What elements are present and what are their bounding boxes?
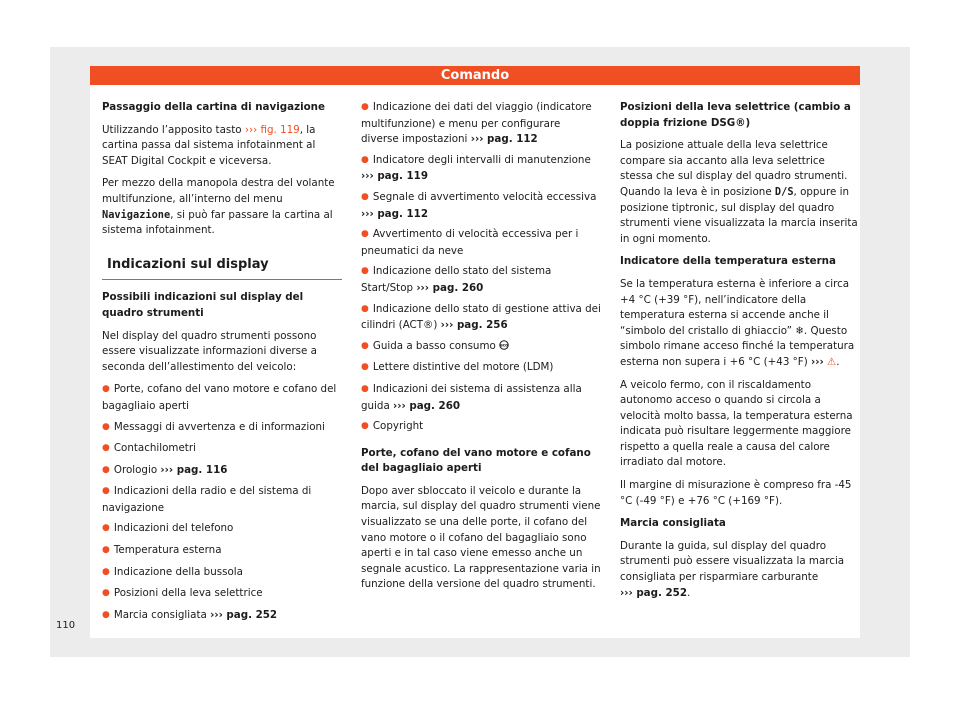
list-item: ● Indicazione dei dati del viaggio (indicatore multifunzione) e menu per configurare diverse impostazioni ››› pag. 112	[361, 100, 601, 148]
list-item: ● Indicazione dello stato del sistema Start/Stop ››› pag. 260	[361, 264, 601, 296]
heading-map-switch: Passaggio della cartina di navigazione	[102, 101, 325, 113]
warning-icon: ⚠	[827, 355, 837, 368]
list-item: ● Indicazioni dei sistema di assistenza alla guida ››› pag. 260	[361, 382, 601, 414]
list-item: ● Temperatura esterna	[102, 543, 342, 560]
heading-selector-lever: Posizioni della leva selettrice (cambio a doppia frizione DSG®)	[620, 101, 851, 129]
list-item: ● Indicazioni del telefono	[102, 521, 342, 538]
list-item: ● Posizioni della leva selettrice	[102, 586, 342, 603]
page-link[interactable]: ››› pag. 112	[470, 133, 538, 146]
svg-text:eco: eco	[500, 342, 508, 348]
heading-possible-indications: Possibili indicazioni sul display del quadro strumenti	[102, 291, 304, 319]
paragraph: Per mezzo della manopola destra del volante multifunzione, all’interno del menu Navigazione, si può far passare la cartina al sistema infotainment.	[102, 177, 335, 237]
column-1	[102, 100, 342, 629]
bullet-list	[102, 382, 342, 624]
page-link[interactable]: ››› pag. 252	[620, 586, 687, 599]
list-item: ● Avvertimento di velocità eccessiva per i pneumatici da neve	[361, 227, 601, 259]
list-item: ● Orologio ››› pag. 116	[102, 463, 342, 480]
list-item: ● Indicazione della bussola	[102, 565, 342, 582]
heading-outside-temperature: Indicatore della temperatura esterna	[620, 255, 836, 268]
list-item: ● Guida a basso consumo eco	[361, 339, 601, 356]
eco-icon	[499, 340, 509, 352]
list-item: ● Porte, cofano del vano motore e cofano del bagagliaio aperti	[102, 382, 342, 414]
list-item: ● Copyright	[361, 419, 601, 436]
heading-recommended-gear: Marcia consigliata	[620, 517, 726, 530]
paragraph: Utilizzando l’apposito tasto ››› fig. 119, la cartina passa dal sistema infotainment al SEAT Digital Cockpit e viceversa.	[102, 123, 316, 167]
menu-name: Navigazione	[102, 208, 171, 221]
list-item: ● Segnale di avvertimento velocità eccessiva ››› pag. 112	[361, 190, 601, 222]
lever-position: D/S	[774, 185, 794, 198]
paragraph: Il margine di misurazione è compreso fra -45 °C (-49 °F) e +76 °C (+169 °F).	[620, 479, 852, 507]
paragraph: A veicolo fermo, con il riscaldamento autonomo acceso o quando si circola a velocità molto bassa, la temperatura esterna indicata può risultare leggermente maggiore rispetto a quella reale a causa del calore irradiato dal motore.	[620, 378, 853, 469]
paragraph: Dopo aver sbloccato il veicolo e durante la marcia, sul display del quadro strumenti viene visualizzato se una delle porte, il cofano del vano motore o il cofano del bagagliaio sono aperti e in tal caso viene emesso anche un segnale acustico. La rappresentazione varia in funzione della versione del quadro strumenti.	[361, 484, 601, 591]
list-item: ● Lettere distintive del motore (LDM)	[361, 360, 601, 377]
section-title: Indicazioni sul display	[102, 253, 342, 281]
heading-open-doors: Porte, cofano del vano motore e cofano del bagagliaio aperti	[361, 446, 591, 475]
list-item: ● Indicazione dello stato di gestione attiva dei cilindri (ACT®) ››› pag. 256	[361, 302, 601, 334]
list-item: ● Messaggi di avvertenza e di informazioni	[102, 420, 342, 437]
page-number: 110	[56, 620, 76, 631]
snowflake-icon: ❄	[795, 324, 804, 337]
list-item: ● Contachilometri	[102, 441, 342, 458]
page-link[interactable]: ››› pag. 252	[210, 608, 278, 621]
page-link[interactable]: ››› pag. 116	[160, 463, 228, 476]
bullet-list	[361, 100, 601, 436]
page-link[interactable]: ››› pag. 112	[361, 207, 428, 220]
paragraph: Nel display del quadro strumenti possono essere visualizzate informazioni diverse a seconda dell’allestimento del veicolo:	[102, 329, 317, 373]
column-2	[361, 100, 601, 600]
page-header: Comando	[90, 66, 860, 85]
figure-link[interactable]: ››› fig. 119	[244, 123, 300, 136]
page-link[interactable]: ››› pag. 256	[440, 319, 508, 332]
list-item: ● Indicatore degli intervalli di manutenzione ››› pag. 119	[361, 153, 601, 185]
page-link[interactable]: ›››	[811, 355, 824, 368]
page-link[interactable]: ››› pag. 260	[416, 281, 484, 294]
paragraph: Durante la guida, sul display del quadro strumenti può essere visualizzata la marcia consigliata per risparmiare carburante ››› pag. 252.	[620, 539, 845, 599]
page-link[interactable]: ››› pag. 260	[393, 399, 461, 412]
list-item: ● Indicazioni della radio e del sistema di navigazione	[102, 484, 342, 516]
page-link[interactable]: ››› pag. 119	[361, 170, 428, 183]
paragraph: La posizione attuale della leva selettrice compare sia accanto alla leva selettrice stessa che sul display del quadro strumenti. Quando la leva è in posizione D/S, oppure in posizione tiptronic, sul display del quadro strumenti viene visualizzata la marcia inserita in ogni momento.	[620, 139, 858, 245]
list-item: ● Marcia consigliata ››› pag. 252	[102, 608, 342, 625]
column-3	[620, 100, 860, 608]
paragraph: Se la temperatura esterna è inferiore a circa +4 °C (+39 °F), nell’indicatore della temperatura esterna si accende anche il “simbolo del cristallo di ghiaccio” ❄. Questo simbolo rimane acceso finché la temperatura esterna non supera i +6 °C (+43 °F) ››› ⚠.	[620, 277, 855, 368]
